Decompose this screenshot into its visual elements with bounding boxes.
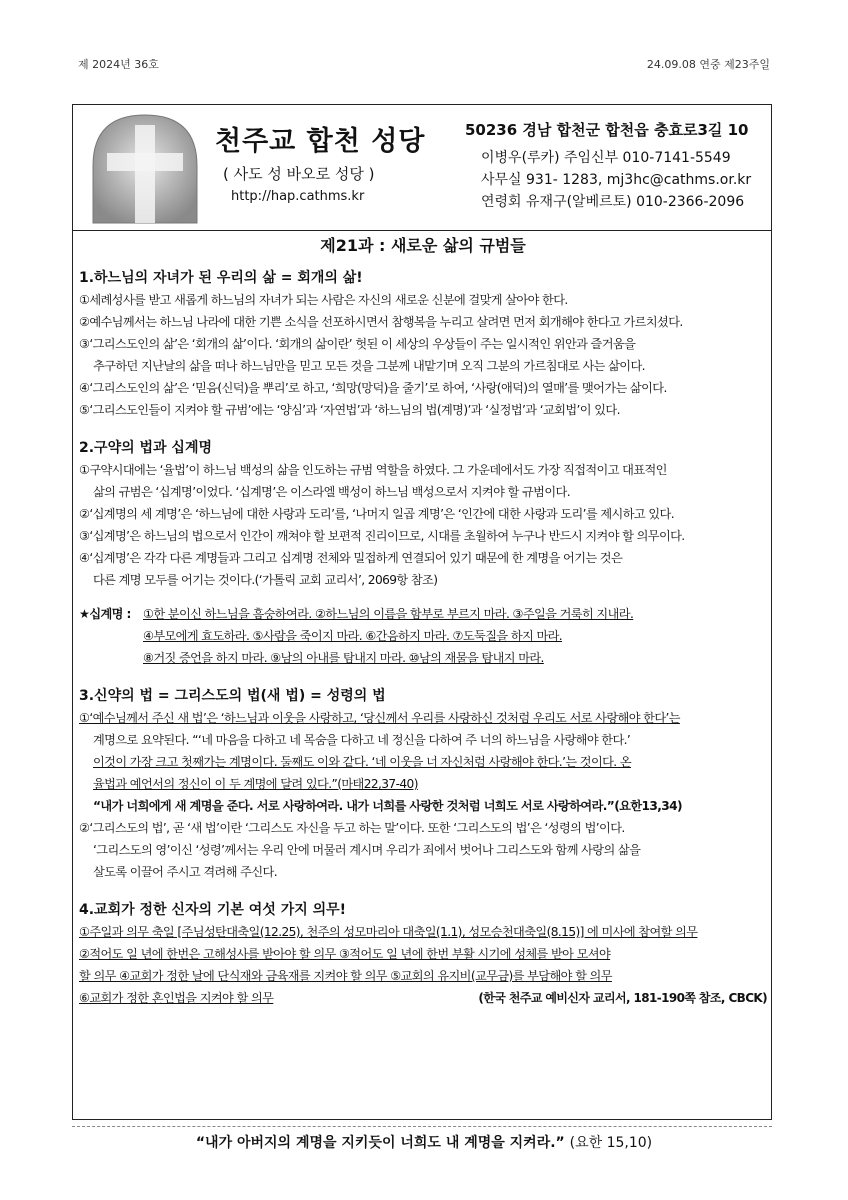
section-1-heading: 1.하느님의 자녀가 된 우리의 삶 = 회개의 삶! (79, 270, 363, 286)
section-2-item: 다른 계명 모두를 어기는 것이다.(‘가톨릭 교회 교리서’, 2069항 참조) (93, 573, 438, 587)
section-2-item: ④‘십계명’은 각각 다른 계명들과 그리고 십계명 전체와 밀접하게 연결되어 있기 때문에 한 계명을 어기는 것은 (79, 551, 623, 565)
footer-quote-ref: (요한 15,10) (569, 1135, 653, 1151)
office-contact: 사무실 931- 1283, mj3hc@cathms.or.kr (481, 172, 752, 188)
footer-quote (0, 1132, 848, 1152)
section-1-item: ②예수님께서는 하느님 나라에 대한 기쁜 소식을 선포하시면서 참행복을 누리고 살려면 먼저 회개해야 한다고 가르치셨다. (79, 315, 683, 329)
commandments-row: ①한 분이신 하느님을 흠숭하여라. ②하느님의 이름을 함부로 부르지 마라. ③주일을 거룩히 지내라. (143, 607, 634, 621)
section-4-item: ②적어도 일 년에 한번은 고해성사를 받아야 할 의무 ③적어도 일 년에 한번 부활 시기에 성체를 받아 모셔야 (79, 947, 611, 961)
section-2-item: ③‘십계명’은 하느님의 법으로서 인간이 깨쳐야 할 보편적 진리이므로, 시대를 초월하여 누구나 반드시 지켜야 할 의무이다. (79, 529, 685, 543)
priest-contact: 이병우(루카) 주임신부 010-7141-5549 (481, 150, 731, 166)
section-1-item: ④‘그리스도인의 삶’은 ‘믿음(신덕)을 뿌리’로 하고, ‘희망(망덕)을 줄기’로 하여, ‘사랑(애덕)의 열매’를 맺어가는 삶이다. (79, 381, 667, 395)
footer-quote-text: “내가 아버지의 계명을 지키듯이 너희도 내 계명을 지켜라.” (195, 1135, 565, 1151)
section-3-item: ‘그리스도의 영’이신 ‘성령’께서는 우리 안에 머물러 계시며 우리가 죄에서 벗어나 그리스도와 함께 사랑의 삶을 (93, 843, 641, 857)
commandments-row: ⑧거짓 증언을 하지 마라. ⑨남의 아내를 탐내지 마라. ⑩남의 재물을 탐내지 마라. (143, 651, 544, 665)
section-3-item: ②‘그리스도의 법’, 곧 ‘새 법’이란 ‘그리스도 자신을 두고 하는 말’이다. 또한 ‘그리스도의 법’은 ‘성령의 법’이다. (79, 821, 625, 835)
ten-commandments-label: ★십계명 : (79, 607, 131, 621)
section-1-item: ⑤‘그리스도인들이 지켜야 할 규범’에는 ‘양심’과 ‘자연법’과 ‘하느님의 법(계명)’과 ‘실정법’과 ‘교회법’이 있다. (79, 403, 620, 417)
section-2-item: ②‘십계명의 세 계명’은 ‘하느님에 대한 사랑과 도리’를, ‘나머지 일곱 계명’은 ‘인간에 대한 사랑과 도리’를 제시하고 있다. (79, 507, 674, 521)
section-2-heading: 2.구약의 법과 십계명 (79, 440, 212, 456)
issue-date: 24.09.08 연중 제23주일 (646, 58, 770, 71)
section-1-item: ③‘그리스도인의 삶’은 ‘회개의 삶’이다. ‘회개의 삶이란’ 헛된 이 세상의 우상들이 주는 일시적인 위안과 즐거움을 (79, 337, 636, 351)
ten-commandments (79, 603, 767, 669)
source-citation: (한국 천주교 예비신자 교리서, 181-190쪽 참조, CBCK) (478, 991, 767, 1005)
section-2-item: ①구약시대에는 ‘율법’이 하느님 백성의 삶을 인도하는 규범 역할을 하였다. 그 가운데에서도 가장 직접적이고 대표적인 (79, 463, 667, 477)
section-4-item: 할 의무 ④교회가 정한 날에 단식재와 금육재를 지켜야 할 의무 ⑤교회의 유지비(교무금)를 부담해야 할 의무 (79, 969, 612, 983)
section-4-item: ⑥교회가 정한 혼인법을 지켜야 할 의무 (79, 991, 274, 1005)
church-address: 50236 경남 합천군 합천읍 충효로3길 10 (465, 121, 749, 139)
section-3-heading: 3.신약의 법 = 그리스도의 법(새 법) = 성령의 법 (79, 688, 386, 704)
section-1-item: ①세례성사를 받고 새롭게 하느님의 자녀가 되는 사람은 자신의 새로운 신분에 걸맞게 살아야 한다. (79, 293, 568, 307)
section-3-item: ①‘예수님께서 주신 새 법’은 ‘하느님과 이웃을 사랑하고, ‘당신께서 우리를 사랑하신 것처럼 우리도 서로 사랑해야 한다’는 (79, 711, 680, 725)
section-4-heading: 4.교회가 정한 신자의 기본 여섯 가지 의무! (79, 902, 347, 918)
church-header (73, 105, 771, 231)
issue-number: 제 2024년 36호 (78, 58, 159, 71)
commandments-row: ④부모에게 효도하라. ⑤사람을 죽이지 마라. ⑥간음하지 마라. ⑦도둑질을 하지 마라. (143, 629, 563, 643)
section-3-item: 계명으로 요약된다. “‘네 마음을 다하고 네 목숨을 다하고 네 정신을 다하여 주 너의 하느님을 사랑해야 한다.’ (93, 733, 631, 747)
cross-logo-icon (85, 111, 205, 226)
bulletin-frame (72, 104, 772, 1120)
section-4-item: ①주일과 의무 축일 [주님성탄대축일(12.25), 천주의 성모마리아 대축일(1.1), 성모승천대축일(8.15)] 에 미사에 참여할 의무 (79, 925, 698, 939)
council-contact: 연령회 유재구(알베르토) 010-2366-2096 (481, 194, 745, 210)
lesson-title: 제21과 : 새로운 삶의 규범들 (320, 236, 526, 255)
divider (72, 1126, 772, 1127)
section-3-item: 이것이 가장 크고 첫째가는 계명이다. 둘째도 이와 같다. ‘네 이웃을 너 자신처럼 사랑해야 한다.’는 것이다. 온 (93, 755, 632, 769)
section-3-item: 살도록 이끌어 주시고 격려해 주신다. (93, 865, 277, 879)
section-3-item: “내가 너희에게 새 계명을 준다. 서로 사랑하여라. 내가 너희를 사랑한 것처럼 너희도 서로 사랑하여라.”(요한13,34) (93, 799, 683, 813)
section-2-item: 삶의 규범은 ‘십계명’이었다. ‘십계명’은 이스라엘 백성이 하느님 백성으로서 지켜야 할 규범이다. (93, 485, 570, 499)
church-url[interactable]: http://hap.cathms.kr (231, 189, 365, 204)
lesson-content (79, 233, 767, 1009)
section-3-item: 율법과 예언서의 정신이 이 두 계명에 달려 있다.”(마태22,37-40) (93, 777, 418, 791)
church-name: 천주교 합천 성당 (215, 126, 426, 157)
section-1-item: 추구하던 지난날의 삶을 떠나 하느님만을 믿고 모든 것을 그분께 내맡기며 오직 그분의 가르침대로 사는 삶이다. (93, 359, 645, 373)
church-subtitle: ( 사도 성 바오로 성당 ) (223, 165, 375, 183)
